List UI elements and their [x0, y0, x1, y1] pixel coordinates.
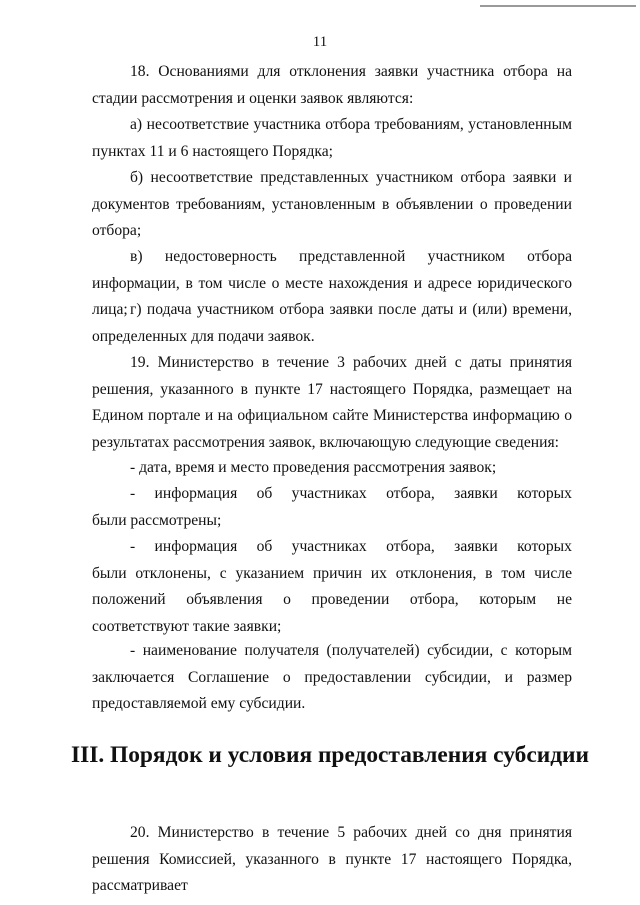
paragraph-18: 18. Основаниями для отклонения заявки участника отбора на стадии рассмотрения и оценки заявок являются:: [92, 63, 572, 107]
word: об: [256, 485, 273, 502]
dash-mark: -: [130, 485, 136, 502]
section-heading: III. Порядок и условия предоставления субсидии: [71, 742, 589, 768]
page-number: 11: [312, 34, 328, 50]
paragraph-18a: а) несоответствие участника отбора требованиям, установленным пунктах 11 и 6 настоящего Порядка;: [92, 116, 572, 160]
list-item-reviewed: [92, 481, 572, 534]
word: которых: [517, 485, 572, 502]
top-edge-line: [480, 5, 636, 7]
paragraph-20: 20. Министерство в течение 5 рабочих дней со дня принятия решения Комиссией, указанного в пункте 17 настоящего Порядка, рассматривает: [92, 824, 572, 894]
word: участниках: [291, 485, 367, 502]
word: участниках: [291, 538, 367, 555]
word: которых: [517, 538, 572, 555]
paragraph-19: 19. Министерство в течение 3 рабочих дней с даты принятия решения, указанного в пункте 17 настоящего Порядка, размещает на Едином портале и на официальном сайте Министерства информацию о результатах рассмотрения заявок, включающую следующие сведения:: [92, 354, 572, 451]
word: заявки: [454, 485, 498, 502]
dash-mark: -: [130, 538, 136, 555]
list-item-reviewed-rest: были рассмотрены;: [92, 511, 222, 529]
word: отбора,: [386, 485, 435, 502]
word: информация: [154, 538, 238, 555]
word: отбора,: [386, 538, 435, 555]
paragraph-18g: г) подача участником отбора заявки после даты и (или) времени, определенных для подачи заявок.: [92, 301, 572, 345]
list-item-rejected-line1: [92, 534, 572, 561]
paragraph-18b: б) несоответствие представленных участником отбора заявки и документов требованиям, установленным в объявлении о проведении отбора;: [92, 169, 572, 239]
list-item-rejected-rest: были отклонены, с указанием причин их отклонения, в том числе положений объявления о проведении отбора, которым не соответствуют такие заявки;: [92, 564, 572, 635]
paragraph-18v: в) недостоверность представленной участником отбора информации, в том числе о месте нахождения и адресе юридического лица;: [92, 248, 572, 318]
list-item-reviewed-line1: [92, 481, 572, 508]
list-item-recipient: - наименование получателя (получателей) субсидии, с которым заключается Соглашение о предоставлении субсидии, и размер предоставляемой ему субсидии.: [92, 642, 572, 712]
list-item-rejected: [92, 534, 572, 640]
word: информация: [154, 485, 238, 502]
word: об: [256, 538, 273, 555]
list-item-date: - дата, время и место проведения рассмотрения заявок;: [130, 459, 497, 476]
word: заявки: [454, 538, 498, 555]
